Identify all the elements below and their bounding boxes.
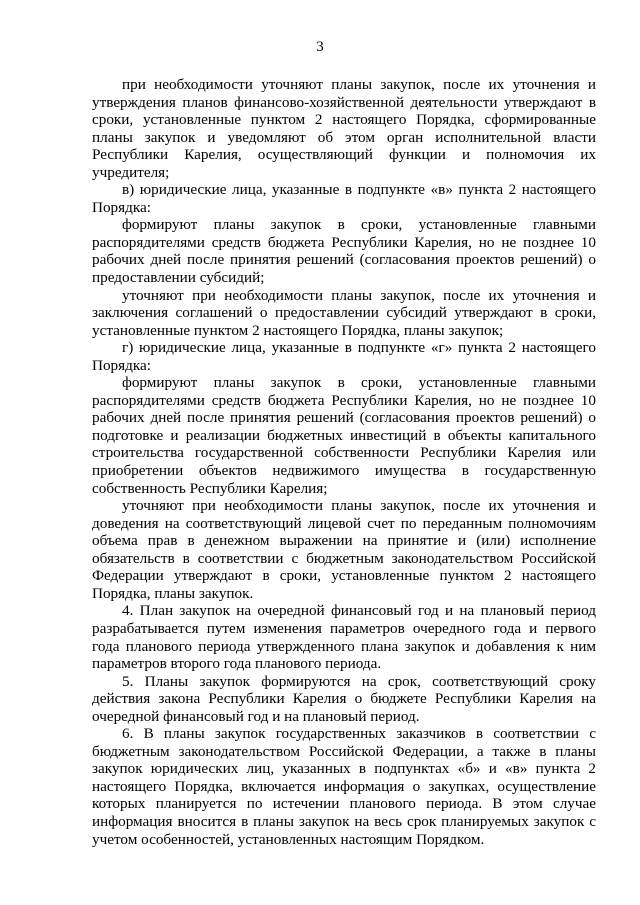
paragraph-3: формируют планы закупок в сроки, установленные главными распорядителями средств бюджета Республики Карелия, но не позднее 10 рабочих дней после принятия решений (согласования проектов решений) о предоставлении субсидий; [92,216,596,287]
paragraph-4: уточняют при необходимости планы закупок, после их уточнения и заключения соглашений о предоставлении субсидий утверждают в сроки, установленные пунктом 2 настоящего Порядка, планы закупок; [92,286,596,339]
paragraph-6: формируют планы закупок в сроки, установленные главными распорядителями средств бюджета Республики Карелия, но не позднее 10 рабочих дней после принятия решений (согласования проектов решений) о подготовке и реализации бюджетных инвестиций в объекты капитального строительства государственной собственности Республики Карелия или приобретении объектов недвижимого имущества в государственную собственность Республики Карелия; [92,374,596,497]
paragraph-9: 5. Планы закупок формируются на срок, соответствующий сроку действия закона Республики Карелия о бюджете Республики Карелия на очередной финансовый год и на плановый период. [92,672,596,725]
paragraph-5: г) юридические лица, указанные в подпункте «г» пункта 2 настоящего Порядка: [92,339,596,374]
paragraph-2: в) юридические лица, указанные в подпункте «в» пункта 2 настоящего Порядка: [92,181,596,216]
paragraph-10: 6. В планы закупок государственных заказчиков в соответствии с бюджетным законодательством Российской Федерации, а также в планы закупок юридических лиц, указанных в подпунктах «б» и «в» пункта 2 настоящего Порядка, включается информация о закупках, осуществление которых планируется по истечении планового периода. В этом случае информация вносится в планы закупок на весь срок планируемых закупок с учетом особенностей, установленных настоящим Порядком. [92,725,596,848]
page-number: 3 [316,39,324,55]
document-body [92,76,596,848]
paragraph-1: при необходимости уточняют планы закупок, после их уточнения и утверждения планов финансово-хозяйственной деятельности утверждают в сроки, установленные пунктом 2 настоящего Порядка, сформированные планы закупок и уведомляют об этом орган исполнительной власти Республики Карелия, осуществляющий функции и полномочия их учредителя; [92,76,596,181]
paragraph-8: 4. План закупок на очередной финансовый год и на плановый период разрабатывается путем изменения параметров очередного года и первого года планового периода утвержденного плана закупок и добавления к ним параметров второго года планового периода. [92,602,596,673]
paragraph-7: уточняют при необходимости планы закупок, после их уточнения и доведения на соответствующий лицевой счет по переданным полномочиям объема прав в денежном выражении на принятие и (или) исполнение обязательств в соответствии с бюджетным законодательством Российской Федерации утверждают в сроки, установленные пунктом 2 настоящего Порядка, планы закупок. [92,497,596,602]
